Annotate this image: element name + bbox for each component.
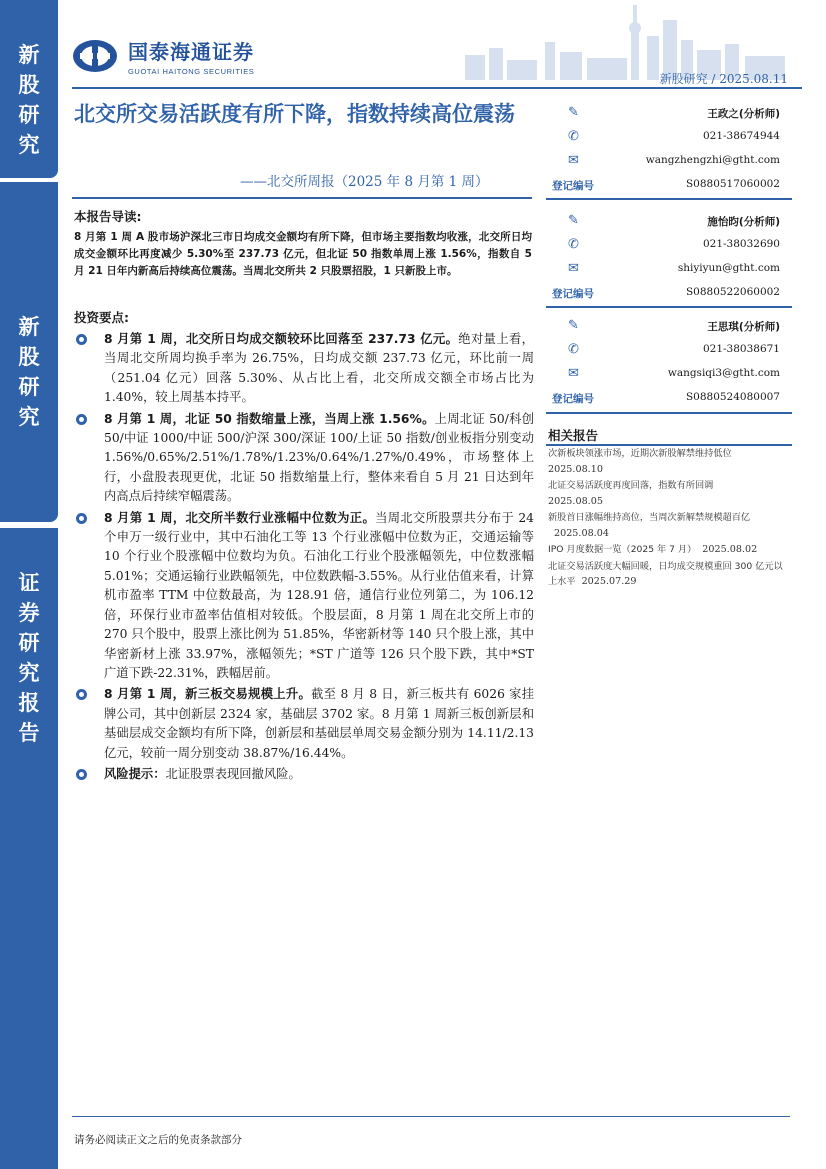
city-skyline-graphic bbox=[455, 0, 800, 80]
invest-bullet bbox=[74, 330, 534, 408]
analyst-divider bbox=[546, 198, 792, 200]
analyst-email[interactable]: shiyiyun@gtht.com bbox=[677, 262, 780, 274]
analyst-email[interactable]: wangsiqi3@gtht.com bbox=[667, 367, 780, 379]
side-tab-category: 新 股 研 究 bbox=[0, 0, 58, 178]
report-title: 北交所交易活跃度有所下降，指数持续高位震荡 bbox=[74, 102, 515, 126]
bullet-icon bbox=[76, 414, 87, 425]
related-date: 2025.08.05 bbox=[548, 495, 603, 507]
analyst-phone: 021-38032690 bbox=[702, 238, 780, 250]
header-separator: / bbox=[711, 72, 720, 86]
related-item[interactable] bbox=[548, 559, 788, 590]
bullet-text: 北证股票表现回撤风险。 bbox=[165, 766, 301, 781]
header-date: 2025.08.11 bbox=[719, 72, 788, 86]
invest-bullets bbox=[74, 330, 534, 786]
analyst-phone: 021-38674944 bbox=[702, 130, 780, 142]
guide-text: 8 月第 1 周 A 股市场沪深北三市日均成交金额均有所下降，但市场主要指数均收涨，北交所日均成交金额环比再度减少 5.30%至 237.73 亿元，但北证 50 指数单周上涨 1.56%，指数自 5 月 21 日年内新高后持续高位震荡。当周北交所共 2 只股票招股，1 只新股上市。 bbox=[74, 231, 532, 277]
title-rule bbox=[72, 197, 532, 199]
footer-rule bbox=[72, 1116, 790, 1117]
guide-heading: 本报告导读: bbox=[74, 209, 142, 224]
bullet-lead: 8 月第 1 周，新三板交易规模上升。 bbox=[104, 687, 312, 702]
related-date: 2025.08.04 bbox=[554, 527, 609, 539]
related-title: IPO 月度数据一览（2025 年 7 月） bbox=[548, 544, 697, 555]
invest-bullet bbox=[74, 410, 534, 507]
related-title: 次新板块领涨市场，近期次新股解禁维持低位 bbox=[548, 448, 732, 459]
reg-label: 登记编号 bbox=[552, 180, 594, 192]
bullet-icon bbox=[76, 769, 87, 780]
related-title: 北证交易活跃度大幅回暖，日均成交规模重回 300 亿元以上水平 bbox=[548, 560, 783, 587]
related-item[interactable] bbox=[548, 542, 788, 558]
phone-icon: ✆ bbox=[568, 237, 579, 252]
logo-mark-icon bbox=[72, 39, 118, 73]
side-tab-category-2: 新 股 研 究 bbox=[0, 182, 58, 522]
bullet-icon bbox=[76, 513, 87, 524]
phone-icon: ✆ bbox=[568, 342, 579, 357]
email-icon: ✉ bbox=[568, 261, 579, 276]
phone-icon: ✆ bbox=[568, 129, 579, 144]
reg-number: S0880522060002 bbox=[685, 286, 780, 298]
email-icon: ✉ bbox=[568, 366, 579, 381]
related-heading: 相关报告 bbox=[548, 428, 599, 443]
analyst-phone: 021-38038671 bbox=[702, 343, 780, 355]
invest-bullet bbox=[74, 765, 534, 784]
bullet-lead: 8 月第 1 周，北证 50 指数缩量上涨，当周上涨 1.56%。 bbox=[104, 411, 435, 426]
related-item[interactable] bbox=[548, 510, 788, 541]
related-title: 新股首日涨幅维持高位，当周次新解禁规模超百亿 bbox=[548, 512, 751, 523]
analyst-card bbox=[548, 104, 790, 200]
bullet-text: 绝对量上看，当周北交所周均换手率为 26.75%，日均成交额 237.73 亿元，环比前一周（251.04 亿元）回落 5.30%、从占比上看，北交所成交额全市场占比为 1.40%，较上周基本持平。 bbox=[104, 332, 534, 405]
related-item[interactable] bbox=[548, 478, 788, 509]
reg-number: S0880524080007 bbox=[685, 391, 780, 403]
analyst-name: 王政之(分析师) bbox=[707, 108, 780, 120]
pen-icon: ✎ bbox=[568, 105, 579, 120]
report-subtitle: ——北交所周报（2025 年 8 月第 1 周） bbox=[240, 174, 489, 190]
analyst-divider bbox=[546, 306, 792, 308]
side-tab-report-type: 证 券 研 究 报 告 bbox=[0, 528, 58, 1169]
bullet-text: 上周北证 50/科创 50/中证 1000/中证 500/沪深 300/深证 100/上证 50 指数/创业板指分别变动 1.56%/0.65%/2.51%/1.78%/1.23%/0.64%/1.27%/0.49%，市场整体上行，小盘股表现更优，北证 50 指数缩量上行，整体来看自 5 月 21 日达到年内高点后持续窄幅震荡。 bbox=[104, 411, 535, 504]
invest-heading: 投资要点: bbox=[74, 310, 129, 325]
related-date: 2025.07.29 bbox=[581, 576, 637, 587]
bullet-icon bbox=[76, 334, 87, 345]
pen-icon: ✎ bbox=[568, 318, 579, 333]
related-date: 2025.08.10 bbox=[548, 463, 603, 475]
header-category: 新股研究 bbox=[659, 72, 708, 86]
related-title: 北证交易活跃度再度回落，指数有所回调 bbox=[548, 480, 714, 491]
analyst-email[interactable]: wangzhengzhi@gtht.com bbox=[645, 154, 780, 166]
email-icon: ✉ bbox=[568, 153, 579, 168]
pen-icon: ✎ bbox=[568, 213, 579, 228]
analyst-name: 王思琪(分析师) bbox=[707, 321, 780, 333]
related-list bbox=[548, 446, 788, 591]
bullet-lead: 风险提示： bbox=[104, 766, 166, 781]
header-meta bbox=[660, 70, 788, 87]
bullet-icon bbox=[76, 689, 87, 700]
reg-label: 登记编号 bbox=[552, 288, 594, 300]
brand-name-cn: 国泰海通证券 bbox=[128, 40, 254, 64]
analyst-card bbox=[548, 317, 790, 413]
brand-name-en: GUOTAI HAITONG SECURITIES bbox=[128, 67, 255, 76]
bullet-lead: 8 月第 1 周，北交所日均成交额较环比回落至 237.73 亿元。 bbox=[104, 332, 459, 346]
related-date: 2025.08.02 bbox=[702, 544, 758, 555]
reg-number: S0880517060002 bbox=[685, 178, 780, 190]
header-rule bbox=[72, 87, 802, 89]
invest-bullet bbox=[74, 509, 534, 684]
related-item[interactable] bbox=[548, 446, 788, 477]
bullet-text: 当周北交所股票共分布于 24 个申万一级行业中，其中石油化工等 13 个行业涨幅中位数为正，交通运输等 10 个行业个股涨幅中位数均为负。石油化工行业个股涨幅领先，中位数涨幅 5.01%；交通运输行业跌幅领先，中位数跌幅-3.55%。从行业估值来看，计算机市盈率 TTM 中位数最高，为 128.91 倍，通信行业位列第二，为 106.12 倍，环保行业市盈率估值相对较低。个股层面，8 月第 1 周在北交所上市的 270 只个股中，股票上涨比例为 51.85%，华密新材等 140 只个股上涨，其中华密新材上涨 33.97%，涨幅领先；*ST 广道等 126 只个股下跌，其中*ST 广道下跌-22.31%，跌幅居前。 bbox=[104, 510, 534, 680]
analyst-name: 施怡昀(分析师) bbox=[707, 216, 780, 228]
footer-disclaimer: 请务必阅读正文之后的免责条款部分 bbox=[74, 1134, 242, 1146]
reg-label: 登记编号 bbox=[552, 393, 594, 405]
analyst-card bbox=[548, 212, 790, 308]
analyst-divider bbox=[546, 412, 792, 414]
bullet-text: 截至 8 月 8 日，新三板共有 6026 家挂牌公司，其中创新层 2324 家，基础层 3702 家。8 月第 1 周新三板创新层和基础层成交金额均有所下降，创新层和基础层单周交易金额分别为 14.11/2.13 亿元，较前一周分别变动 38.87%/16.44%。 bbox=[104, 687, 534, 760]
invest-bullet bbox=[74, 685, 534, 763]
brand-logo bbox=[72, 36, 254, 76]
bullet-lead: 8 月第 1 周，北交所半数行业涨幅中位数为正。 bbox=[104, 510, 376, 525]
